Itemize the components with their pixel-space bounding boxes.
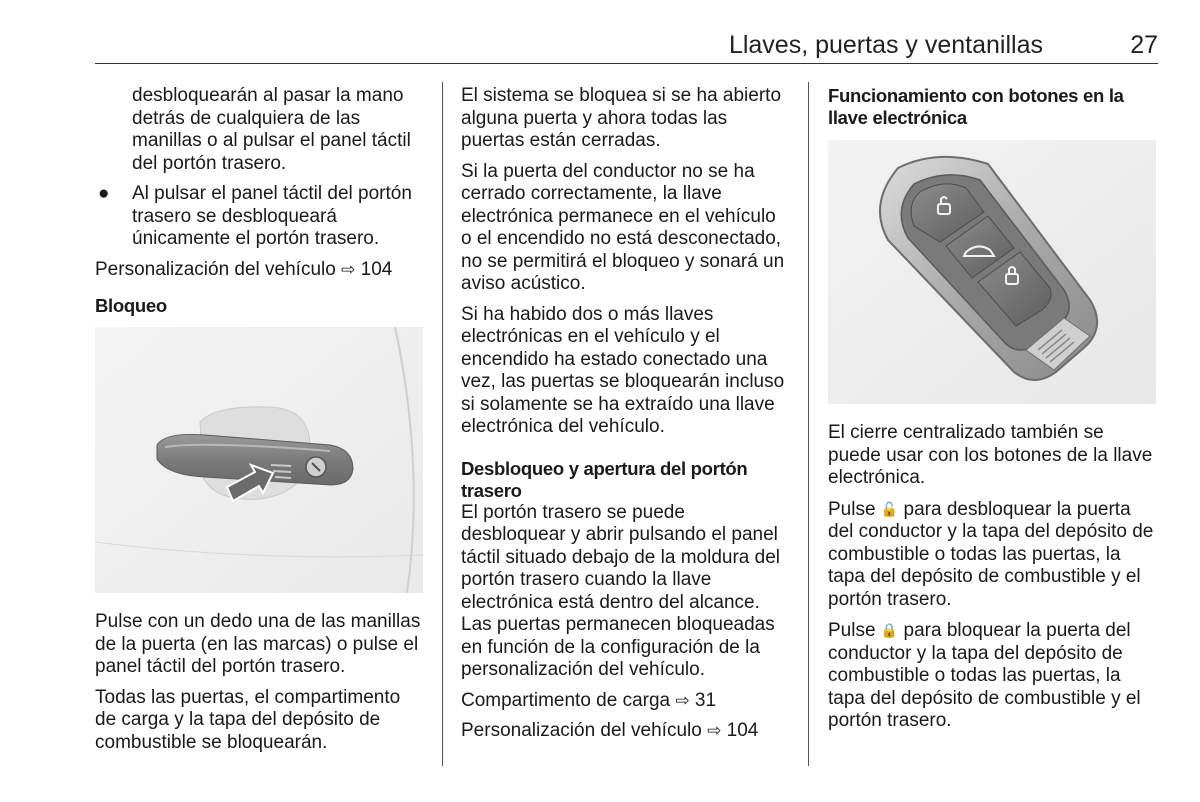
bullet-item xyxy=(95,183,425,251)
key-fob-illustration xyxy=(828,140,1156,404)
paragraph-text: Pulse xyxy=(828,620,876,641)
middle-column xyxy=(461,85,791,751)
lock-icon: 🔒 xyxy=(880,622,899,638)
cross-reference-page: 104 xyxy=(360,258,393,280)
paragraph-unlock xyxy=(828,498,1158,612)
right-column-heading xyxy=(828,85,1158,129)
cross-reference-page: 31 xyxy=(694,689,717,711)
left-lower-text xyxy=(95,611,425,762)
paragraph: Todas las puertas, el compartimento de carga y la tapa del depósito de combustible se bloquearán. xyxy=(95,686,401,753)
paragraph: El sistema se bloquea si se ha abierto alguna puerta y ahora todas las puertas están cerradas. xyxy=(461,85,782,151)
header-rule xyxy=(95,63,1158,64)
column-divider-1 xyxy=(442,82,443,766)
cross-reference[interactable] xyxy=(95,259,425,282)
cross-reference-text: Personalización del vehículo xyxy=(461,720,702,741)
cross-reference-text: Personalización del vehículo xyxy=(95,258,336,280)
paragraph-text: Pulse xyxy=(828,498,876,520)
reference-arrow-icon: ⇨ xyxy=(707,721,722,740)
paragraph: El portón trasero se puede desbloquear y abrir pulsando el panel táctil situado debajo de la moldura del portón trasero cuando la llave electrónica está dentro del alcance. Las puertas permanecen bloqueadas en función de la configuración de la personalización del vehículo. xyxy=(461,501,780,680)
door-handle-icon xyxy=(95,327,423,593)
left-heading-block xyxy=(95,295,425,317)
reference-arrow-icon: ⇨ xyxy=(341,259,356,279)
paragraph-text: para desbloquear la puerta del conductor y la tapa del depósito de combustible o todas las puertas, la tapa del depósito de combustible y el portón trasero. xyxy=(828,498,1154,610)
continued-bullet-text: desbloquearán al pasar la mano detrás de cualquiera de las manillas o al pulsar el panel táctil del portón trasero. xyxy=(132,85,411,174)
bullet-text: Al pulsar el panel táctil del portón trasero se desbloqueará únicamente el portón trasero. xyxy=(132,183,412,249)
key-fob-icon xyxy=(828,140,1156,404)
section-heading-tailgate: Desbloqueo y apertura del portón trasero xyxy=(461,457,748,501)
left-column xyxy=(95,85,425,289)
unlock-icon: 🔓 xyxy=(880,500,899,517)
right-column-text xyxy=(828,422,1158,741)
bullet-dot: ● xyxy=(98,183,110,204)
paragraph: El cierre centralizado también se puede usar con los botones de la llave electrónica. xyxy=(828,422,1153,488)
cross-reference-text: Compartimento de carga xyxy=(461,689,671,711)
paragraph-lock xyxy=(828,619,1158,733)
paragraph: Pulse con un dedo una de las manillas de la puerta (en las marcas) o pulse el panel táctil del portón trasero. xyxy=(95,611,421,677)
cross-reference-page: 104 xyxy=(726,720,759,741)
section-heading-bloqueo: Bloqueo xyxy=(95,295,167,316)
paragraph: Si ha habido dos o más llaves electrónicas en el vehículo y el encendido ha estado conectado una vez, las puertas se bloquearán incluso si solamente se ha extraído una llave electrónica del vehículo. xyxy=(461,303,785,437)
door-handle-illustration xyxy=(95,327,423,593)
reference-arrow-icon: ⇨ xyxy=(675,690,690,710)
paragraph-text: para bloquear la puerta del conductor y la tapa del depósito de combustible o todas las puertas, la tapa del depósito de combustible y el portón trasero. xyxy=(828,620,1141,731)
cross-reference[interactable] xyxy=(461,720,791,743)
section-heading-key-buttons: Funcionamiento con botones en la llave electrónica xyxy=(828,85,1124,128)
column-divider-2 xyxy=(808,82,809,766)
paragraph: Si la puerta del conductor no se ha cerrado correctamente, la llave electrónica permanece en el vehículo o el encendido no está desconectado, no se permitirá el bloqueo y sonará un aviso acústico. xyxy=(461,160,785,294)
page-number: 27 xyxy=(1130,31,1158,59)
cross-reference[interactable] xyxy=(461,690,791,713)
page-header-title: Llaves, puertas y ventanillas xyxy=(728,31,1043,59)
